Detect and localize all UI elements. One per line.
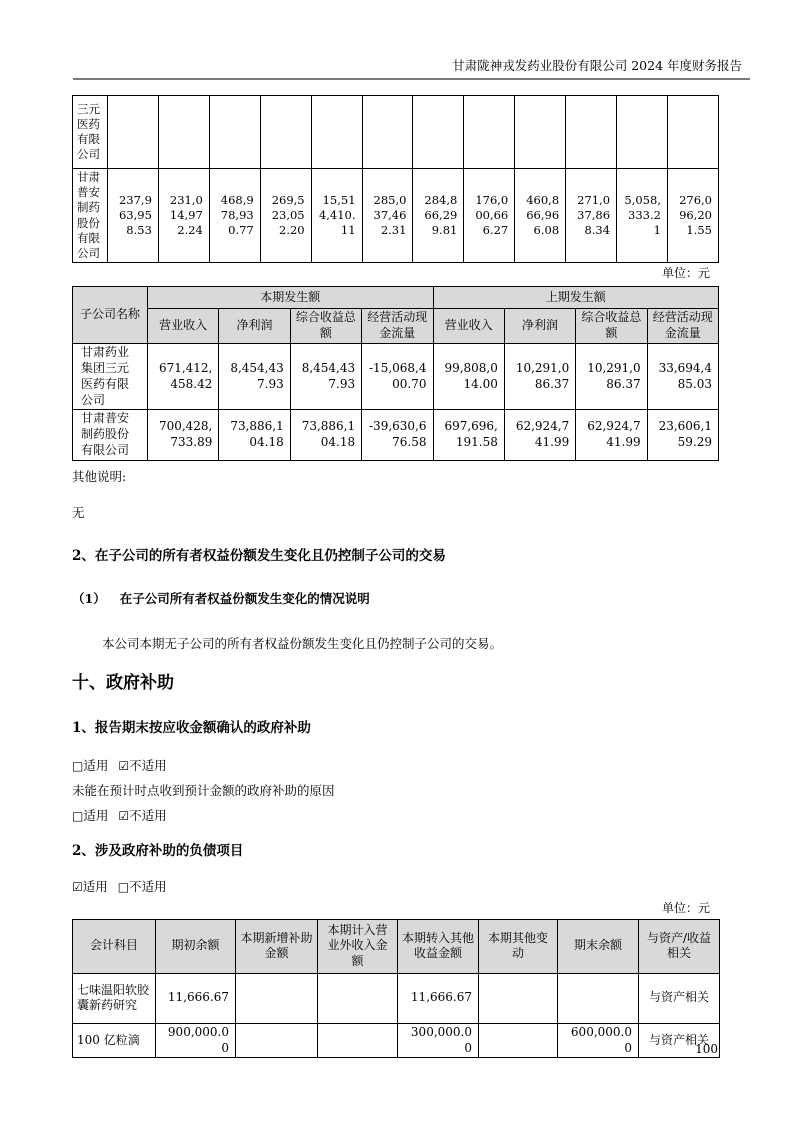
not-applicable-option — [118, 758, 166, 773]
table-row — [73, 287, 719, 309]
applicable-option — [72, 758, 108, 773]
applicability-line-1 — [72, 758, 719, 774]
table-cell — [479, 1023, 558, 1058]
grant-reason-line: 未能在预计时点收到预计金额的政府补助的原因 — [72, 782, 335, 798]
table-cell: 284,866,299.81 — [413, 169, 464, 263]
table-cell — [209, 96, 260, 169]
column-header: 会计科目 — [73, 919, 156, 973]
table-cell: 671,412,458.42 — [148, 344, 219, 410]
applicability-line-2 — [72, 808, 719, 824]
column-header: 综合收益总额 — [290, 309, 361, 344]
applicable-option — [72, 879, 108, 894]
subsidiary-name-cell: 三元医药有限公司 — [73, 96, 108, 169]
table-cell: -15,068,400.70 — [362, 344, 433, 410]
checkbox-unchecked-icon: □ — [72, 758, 84, 773]
table-cell: 271,037,868.34 — [566, 169, 617, 263]
not-applicable-option — [118, 808, 166, 823]
column-header: 子公司名称 — [73, 287, 148, 344]
not-applicable-label: 不适用 — [129, 878, 167, 894]
column-header: 综合收益总额 — [576, 309, 647, 344]
table-cell — [236, 973, 318, 1023]
column-header: 期末余额 — [558, 919, 639, 973]
column-header: 经营活动现金流量 — [362, 309, 433, 344]
account-item-cell: 100 亿粒滴 — [73, 1023, 156, 1058]
table-cell: 8,454,437.93 — [290, 344, 361, 410]
account-item-cell: 七味温阳软胶囊新药研究 — [73, 973, 156, 1023]
report-header-title: 甘肃陇神戎发药业股份有限公司 2024 年度财务报告 — [73, 56, 750, 80]
table-cell: -39,630,676.58 — [362, 410, 433, 460]
table-cell: 900,000.00 — [156, 1023, 236, 1058]
table-cell: 700,428,733.89 — [148, 410, 219, 460]
group-header-current: 本期发生额 — [148, 287, 434, 309]
table-row — [73, 344, 719, 410]
subsidiary-name-cell: 甘肃药业集团三元医药有限公司 — [73, 344, 148, 410]
table-row — [73, 973, 720, 1023]
report-header — [73, 0, 750, 80]
page-number: 100 — [695, 1042, 718, 1056]
section-2-1-number: （1） — [72, 590, 106, 606]
table-cell — [318, 1023, 398, 1058]
column-header: 净利润 — [219, 309, 290, 344]
column-header: 净利润 — [504, 309, 575, 344]
table-row — [73, 410, 719, 460]
applicable-label: 适用 — [82, 878, 108, 894]
table-cell: 33,694,485.03 — [647, 344, 718, 410]
table-row — [73, 96, 719, 169]
applicability-line-3 — [72, 879, 719, 895]
table-cell: 269,523,052.20 — [260, 169, 311, 263]
checkbox-checked-icon: ☑ — [118, 758, 130, 773]
table-cell: 与资产相关 — [639, 1023, 720, 1058]
column-header: 营业收入 — [148, 309, 219, 344]
unit-label: 单位：元 — [661, 266, 710, 281]
table-cell: 176,000,666.27 — [464, 169, 515, 263]
table-cell — [158, 96, 209, 169]
column-header: 本期其他变动 — [479, 919, 558, 973]
table-cell — [318, 973, 398, 1023]
table-cell: 460,866,966.08 — [515, 169, 566, 263]
table-cell — [362, 96, 413, 169]
applicable-label: 适用 — [83, 757, 109, 773]
table-cell: 10,291,086.37 — [504, 344, 575, 410]
column-header: 与资产/收益相关 — [639, 919, 720, 973]
checkbox-checked-icon: ☑ — [118, 808, 130, 823]
not-applicable-label: 不适用 — [129, 807, 167, 823]
section-10-1-heading: 1、报告期末按应收金额确认的政府补助 — [72, 719, 311, 736]
table-cell — [260, 96, 311, 169]
unit-label: 单位：元 — [661, 900, 710, 915]
table-row — [73, 169, 719, 263]
government-grant-liability-table — [72, 919, 720, 1059]
table-cell: 285,037,462.31 — [362, 169, 413, 263]
table-cell: 23,606,159.29 — [647, 410, 718, 460]
table-cell — [413, 96, 464, 169]
table-cell — [515, 96, 566, 169]
column-header: 营业收入 — [433, 309, 504, 344]
section-2-heading: 2、在子公司的所有者权益份额发生变化且仍控制子公司的交易 — [72, 547, 446, 564]
other-notes-value: 无 — [72, 504, 85, 520]
table-cell — [558, 973, 639, 1023]
table-cell: 276,096,201.55 — [667, 169, 718, 263]
section-2-1-title: 在子公司所有者权益份额发生变化的情况说明 — [119, 590, 370, 606]
checkbox-unchecked-icon: □ — [72, 808, 84, 823]
table-cell: 5,058,333.21 — [617, 169, 668, 263]
table-cell — [566, 96, 617, 169]
table-row — [73, 1023, 720, 1058]
not-applicable-option — [118, 879, 167, 894]
table-cell: 73,886,104.18 — [290, 410, 361, 460]
table-cell: 237,963,958.53 — [108, 169, 159, 263]
applicable-label: 适用 — [83, 807, 109, 823]
table-cell — [108, 96, 159, 169]
section-2-1-heading — [72, 590, 719, 607]
subsidiary-name-cell: 甘肃普安制药股份有限公司 — [73, 410, 148, 460]
subsidiary-table-continued — [72, 95, 719, 263]
table-cell: 600,000.00 — [558, 1023, 639, 1058]
table-cell: 11,666.67 — [156, 973, 236, 1023]
table-cell: 300,000.00 — [398, 1023, 479, 1058]
table-cell: 11,666.67 — [398, 973, 479, 1023]
table-cell: 8,454,437.93 — [219, 344, 290, 410]
table-cell: 73,886,104.18 — [219, 410, 290, 460]
section-2-1-paragraph: 本公司本期无子公司的所有者权益份额发生变化且仍控制子公司的交易。 — [102, 635, 503, 651]
subsidiary-name-cell: 甘肃普安制药股份有限公司 — [73, 169, 108, 263]
table-row — [73, 309, 719, 344]
applicable-option — [72, 808, 108, 823]
not-applicable-label: 不适用 — [129, 757, 167, 773]
table-cell: 697,696,191.58 — [433, 410, 504, 460]
table-cell: 99,808,014.00 — [433, 344, 504, 410]
table-cell — [464, 96, 515, 169]
other-notes-label: 其他说明: — [72, 468, 127, 484]
table-cell: 与资产相关 — [639, 973, 720, 1023]
column-header: 期初余额 — [156, 919, 236, 973]
section-10-heading: 十、政府补助 — [72, 672, 174, 693]
table-cell — [311, 96, 362, 169]
checkbox-unchecked-icon: □ — [117, 879, 130, 894]
group-header-prior: 上期发生额 — [433, 287, 719, 309]
table-cell: 62,924,741.99 — [576, 410, 647, 460]
table-cell — [667, 96, 718, 169]
table-cell: 62,924,741.99 — [504, 410, 575, 460]
subsidiary-period-table — [72, 286, 719, 461]
table-cell: 468,978,930.77 — [209, 169, 260, 263]
column-header: 本期新增补助金额 — [236, 919, 318, 973]
table-cell: 10,291,086.37 — [576, 344, 647, 410]
table-cell — [617, 96, 668, 169]
column-header: 本期转入其他收益金额 — [398, 919, 479, 973]
table-cell: 15,514,410.11 — [311, 169, 362, 263]
page-content — [72, 95, 719, 1058]
section-10-2-heading: 2、涉及政府补助的负债项目 — [72, 842, 244, 859]
column-header: 经营活动现金流量 — [647, 309, 718, 344]
checkbox-checked-icon: ☑ — [72, 879, 83, 894]
column-header: 本期计入营业外收入金额 — [318, 919, 398, 973]
table-cell — [479, 973, 558, 1023]
table-cell: 231,014,972.24 — [158, 169, 209, 263]
table-row — [73, 919, 720, 973]
table-cell — [236, 1023, 318, 1058]
